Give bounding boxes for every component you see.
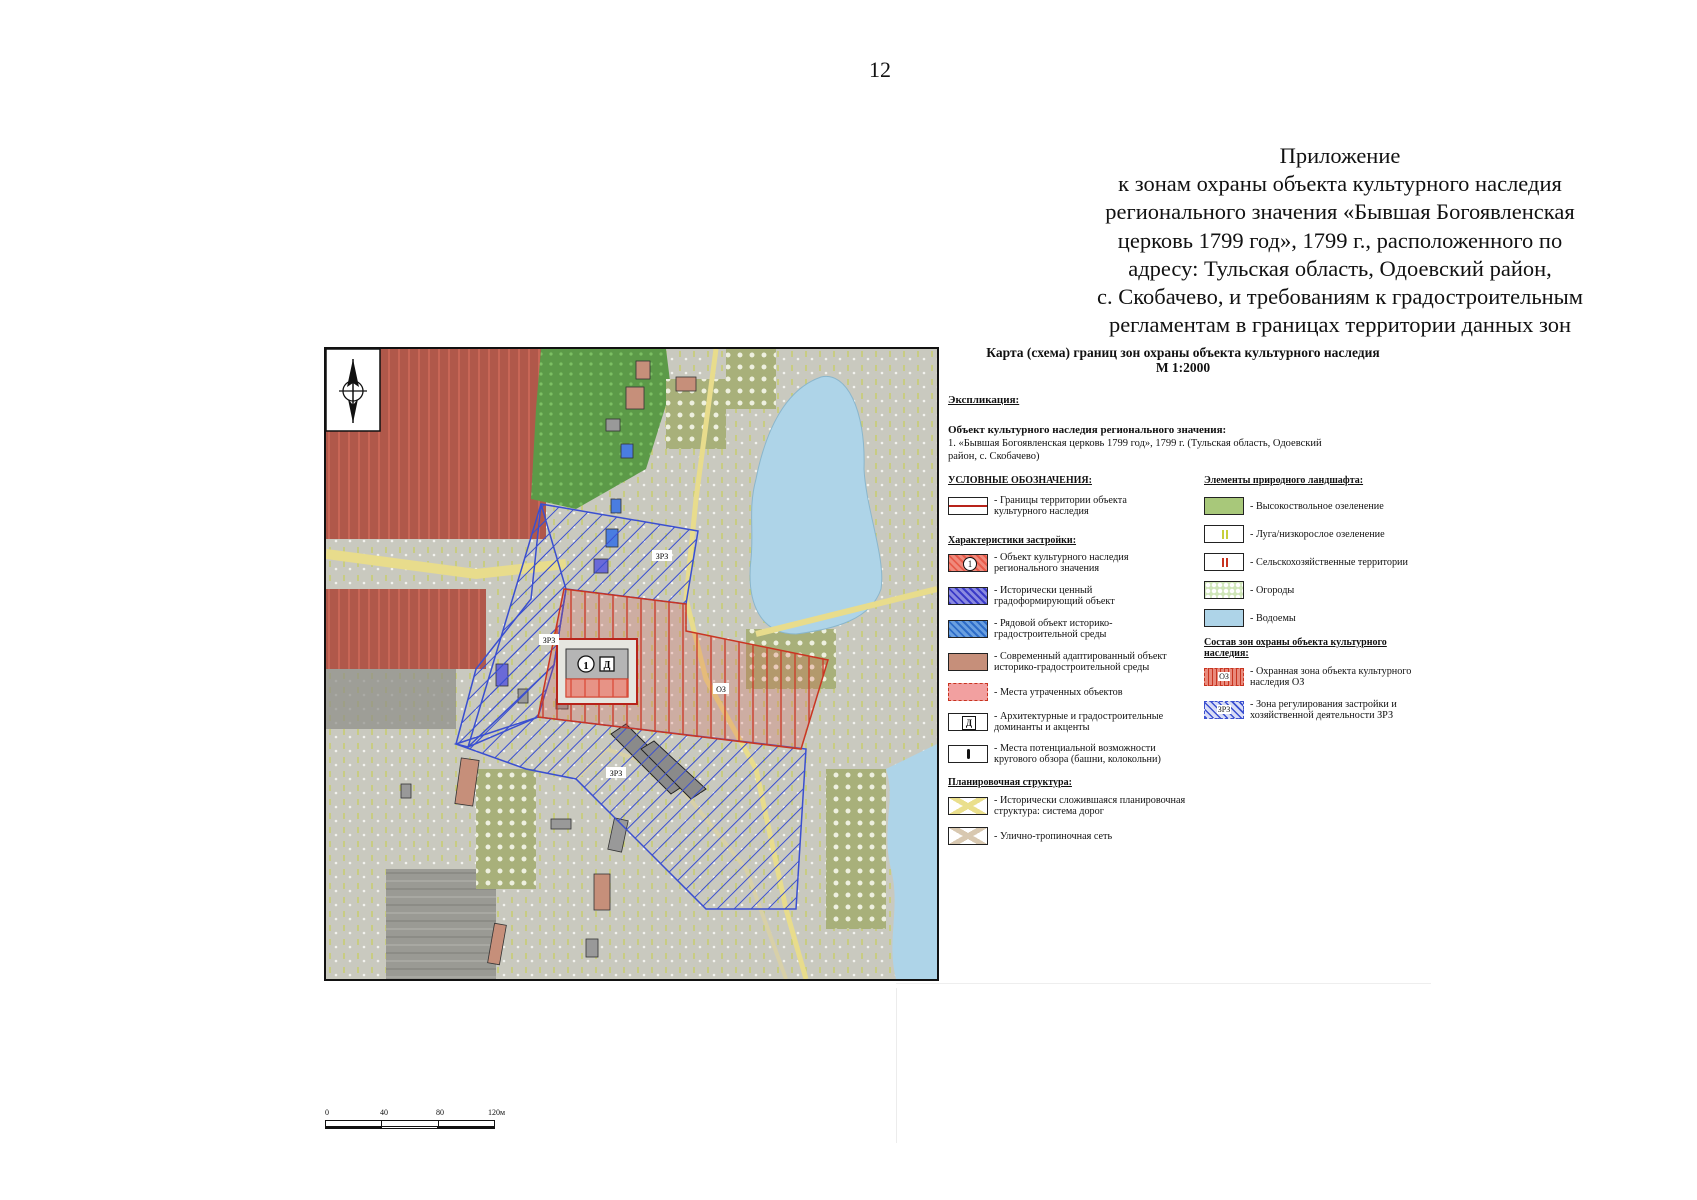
object-swatch-label: 1 (963, 557, 977, 571)
legend-row-roads (948, 795, 1188, 817)
map-title-line1: Карта (схема) границ зон охраны объекта культурного наследия (986, 345, 1380, 360)
dominant-label: - Архитектурные и градостроительные доминанты и акценты (994, 711, 1164, 733)
meadow-swatch (1204, 525, 1244, 543)
legend-row-heritage-object (948, 552, 1178, 574)
site-map (326, 349, 937, 979)
legend-row-dominant (948, 711, 1178, 733)
zrz-label-left: ЗРЗ (542, 636, 556, 645)
map-legend (948, 345, 1438, 842)
viewpoint-swatch (948, 745, 988, 763)
legend-row-paths (948, 827, 1188, 845)
legend-row-gardens (1204, 581, 1434, 599)
divider-vertical (896, 988, 897, 1143)
zones-heading: Состав зон охраны объекта культурного наследия: (1204, 637, 1387, 659)
zrz-label-bottom: ЗРЗ (609, 769, 623, 778)
roads-swatch (948, 797, 988, 815)
agricultural-field-west (326, 589, 486, 669)
legend-row-agricultural (1204, 553, 1434, 571)
boundary-swatch (948, 497, 988, 515)
dominant-swatch-label: Д (962, 716, 976, 730)
regulation-zone-swatch (1204, 701, 1244, 719)
protection-zone-label: - Охранная зона объекта культурного наследия ОЗ (1250, 666, 1412, 688)
legend-row-regulation-zone (1204, 699, 1434, 721)
legend-row-modern-object (948, 651, 1178, 673)
tall-trees-label: - Высокоствольное озеленение (1250, 500, 1384, 512)
legend-row-protection-zone (1204, 666, 1434, 688)
legend-row-water (1204, 609, 1434, 627)
legend-row-meadow (1204, 525, 1434, 543)
oz-swatch-label: ОЗ (1219, 672, 1229, 681)
water-swatch (1204, 609, 1244, 627)
object-number-label: 1 (583, 660, 589, 672)
conventions-heading: УСЛОВНЫЕ ОБОЗНАЧЕНИЯ: (948, 475, 1092, 486)
object-line2: район, с. Скобачево) (948, 451, 1040, 462)
oz-label: ОЗ (716, 685, 726, 694)
meadow-label: - Луга/низкорослое озеленение (1250, 528, 1385, 540)
page-number: 12 (869, 57, 891, 82)
zrz-swatch-label: ЗРЗ (1217, 705, 1231, 714)
paths-swatch (948, 827, 988, 845)
planning-heading: Планировочная структура: (948, 777, 1072, 788)
scale-tick-40: 40 (380, 1108, 388, 1117)
appendix-line: церковь 1799 год», 1799 г., расположенного по (1117, 227, 1563, 253)
heritage-object-label: - Объект культурного наследия регионального значения (994, 552, 1129, 574)
object-line1: 1. «Бывшая Богоявленская церковь 1799 год», 1799 г. (Тульская область, Одоевский (948, 438, 1322, 449)
legend-row-valuable-object (948, 585, 1178, 607)
valuable-object-label: - Исторически ценный градоформирующий объект (994, 585, 1115, 607)
map-frame (324, 347, 939, 981)
gardens-swatch (1204, 581, 1244, 599)
lost-object-label: - Места утраченных объектов (994, 686, 1123, 698)
lost-object-swatch (948, 683, 988, 701)
ordinary-object-swatch (948, 620, 988, 638)
scale-tick-80: 80 (436, 1108, 444, 1117)
water-label: - Водоемы (1250, 612, 1296, 624)
divider-horizontal (896, 983, 1431, 984)
object-heading: Объект культурного наследия регионального значения: (948, 424, 1227, 436)
scale-tick-120: 120м (488, 1108, 506, 1117)
scale-bar (325, 1108, 505, 1138)
appendix-heading (1030, 142, 1650, 339)
legend-row-boundary (948, 495, 1178, 517)
appendix-line: адресу: Тульская область, Одоевский район, (1128, 255, 1552, 281)
landscape-heading: Элементы природного ландшафта: (1204, 475, 1364, 486)
church-building (566, 649, 628, 679)
modern-object-label: - Современный адаптированный объект историко-градостроительной среды (994, 651, 1167, 673)
scale-tick-0: 0 (325, 1108, 329, 1117)
legend-row-lost-object (948, 683, 1178, 701)
appendix-line: к зонам охраны объекта культурного наследия (1118, 171, 1562, 197)
modern-object-swatch (948, 653, 988, 671)
heritage-object-swatch (948, 554, 988, 572)
protection-zone-swatch (1204, 668, 1244, 686)
agricultural-swatch (1204, 553, 1244, 571)
lake-edge (886, 744, 937, 979)
building-heading: Характеристики застройки: (948, 535, 1077, 546)
appendix-line: регионального значения «Бывшая Богоявленская (1105, 199, 1575, 225)
tall-trees-swatch (1204, 497, 1244, 515)
viewpoint-label: - Места потенциальной возможности кругового обзора (башни, колокольни) (994, 743, 1161, 765)
valuable-object-swatch (948, 587, 988, 605)
agricultural-label: - Сельскохозяйственные территории (1250, 556, 1408, 568)
paths-label: - Улично-тропиночная сеть (994, 830, 1113, 842)
appendix-line: регламентам в границах территории данных зон (1108, 312, 1572, 338)
dominant-swatch (948, 713, 988, 731)
roads-label: - Исторически сложившаяся планировочная структура: система дорог (994, 795, 1186, 817)
gardens-label: - Огороды (1250, 584, 1295, 596)
appendix-line: с. Скобачево, и требованиям к градостроительным (1096, 284, 1584, 310)
dominant-label: Д (603, 660, 611, 671)
legend-row-viewpoint (948, 743, 1178, 765)
legend-row-tall-trees (1204, 497, 1434, 515)
explication-heading: Экспликация: (948, 394, 1020, 406)
map-scale-title: М 1:2000 (1155, 360, 1211, 375)
legend-row-ordinary-object (948, 618, 1178, 640)
appendix-line: Приложение (1279, 143, 1401, 168)
regulation-zone-label: - Зона регулирования застройки и хозяйственной деятельности ЗРЗ (1250, 699, 1397, 721)
boundary-label: - Границы территории объекта культурного наследия (994, 495, 1127, 517)
ordinary-object-label: - Рядовой объект историко-градостроительной среды (994, 618, 1113, 640)
zrz-label-top: ЗРЗ (655, 552, 669, 561)
